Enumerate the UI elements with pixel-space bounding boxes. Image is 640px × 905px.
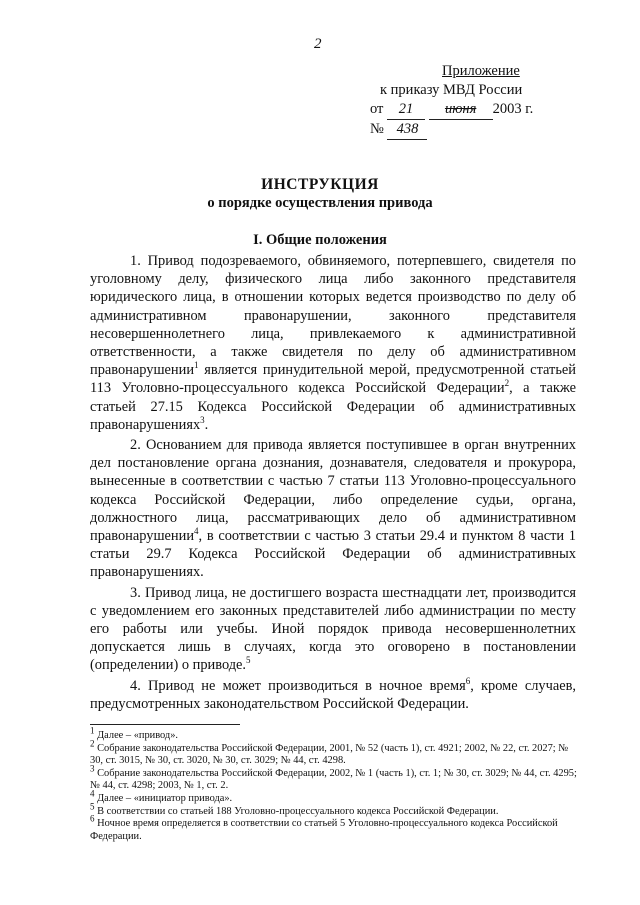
section-heading: I. Общие положения <box>253 232 387 248</box>
date-day: 21 <box>387 100 425 120</box>
appendix-number <box>370 120 610 140</box>
paragraph-2: 2. Основанием для привода является поступившее в орган внутренних дел постановление органа дознания, дознавателя, следователя и прокурора, вынесенные в соответствии с частью 7 статьи 113 Уголовно-процессуального кодекса Российской Федерации, либо определение судьи, органа, должностного лица, рассматривающих дело об административном правонарушении$^4$, в соответствии с частью 3 статьи 29.4 и пунктом 8 части 1 статьи 29.7 Кодекса Российской Федерации об административных правонарушениях. <box>90 437 576 581</box>
paragraph-4: 4. Привод не может производиться в ночное время$^6$, кроме случаев, предусмотренных законодательством Российской Федерации. <box>90 675 576 712</box>
footnote-divider <box>90 724 240 725</box>
footnote-ref: 1 <box>194 360 199 371</box>
footnote-ref: 6 <box>465 675 471 686</box>
number-prefix: № <box>370 121 384 137</box>
appendix-block <box>370 62 610 140</box>
document-title: ИНСТРУКЦИЯ <box>261 176 379 193</box>
page-number: 2 <box>314 36 322 52</box>
footnote: $^4$ Далее – «инициатор привода». <box>90 788 233 804</box>
date-year: 2003 г. <box>492 101 534 117</box>
footnote: $^3$ Собрание законодательства Российской Федерации, 2002, № 1 (часть 1), ст. 1; № 30, ст. 3029; № 44, ст. 4295; № 44, ст. 4298; 2003, № 1, ст. 2. <box>90 763 577 792</box>
footnote: $^2$ Собрание законодательства Российской Федерации, 2001, № 52 (часть 1), ст. 4921; 2002, № 22, ст. 2027; № 30, ст. 3015, № 30, ст. 3020, № 30, ст. 3029; № 44, ст. 4298. <box>90 738 569 767</box>
footnote-ref: 4 <box>194 526 199 537</box>
document-body <box>90 252 576 715</box>
date-month: июня <box>429 100 493 120</box>
paragraph-3: 3. Привод лица, не достигшего возраста шестнадцати лет, производится с уведомлением его законных представителей либо администрации по месту его работы или учебы. Иной порядок привода несовершеннолетних допускается лишь в случаях, когда это оговорено в постановлении (определении) о приводе.$^5$ <box>90 584 576 674</box>
appendix-title: Приложение <box>442 63 520 79</box>
footnotes <box>90 725 582 843</box>
document-subtitle: о порядке осуществления привода <box>207 195 433 211</box>
footnote-ref: 3 <box>200 415 205 426</box>
footnote: $^6$ Ночное время определяется в соответствии со статьей 5 Уголовно-процессуального кодекса Российской Федерации. <box>90 813 558 842</box>
appendix-date <box>370 100 610 120</box>
order-number: 438 <box>387 120 427 140</box>
footnote-ref: 5 <box>246 655 251 666</box>
footnote: $^5$ В соответствии со статьей 188 Уголовно-процессуального кодекса Российской Федерации. <box>90 801 499 817</box>
appendix-order-ref: к приказу МВД России <box>380 82 523 98</box>
footnote-ref: 2 <box>504 378 510 389</box>
paragraph-1: 1. Привод подозреваемого, обвиняемого, потерпевшего, свидетеля по уголовному делу, физического лица либо законного представителя юридического лица, в отношении которых ведется производство по делу об административном правонарушении, законного представителя несовершеннолетнего лица, привлекаемого к административной ответственности, а также свидетеля по делу об административном правонарушении$^1$ является принудительной мерой, предусмотренной статьей 113 Уголовно-процессуального кодекса Российской Федерации$^2$, а также статьей 27.15 Кодекса Российской Федерации об административных правонарушениях$^3$. <box>90 253 576 433</box>
date-prefix: от <box>370 101 384 117</box>
footnote: $^1$ Далее – «привод». <box>90 725 179 741</box>
